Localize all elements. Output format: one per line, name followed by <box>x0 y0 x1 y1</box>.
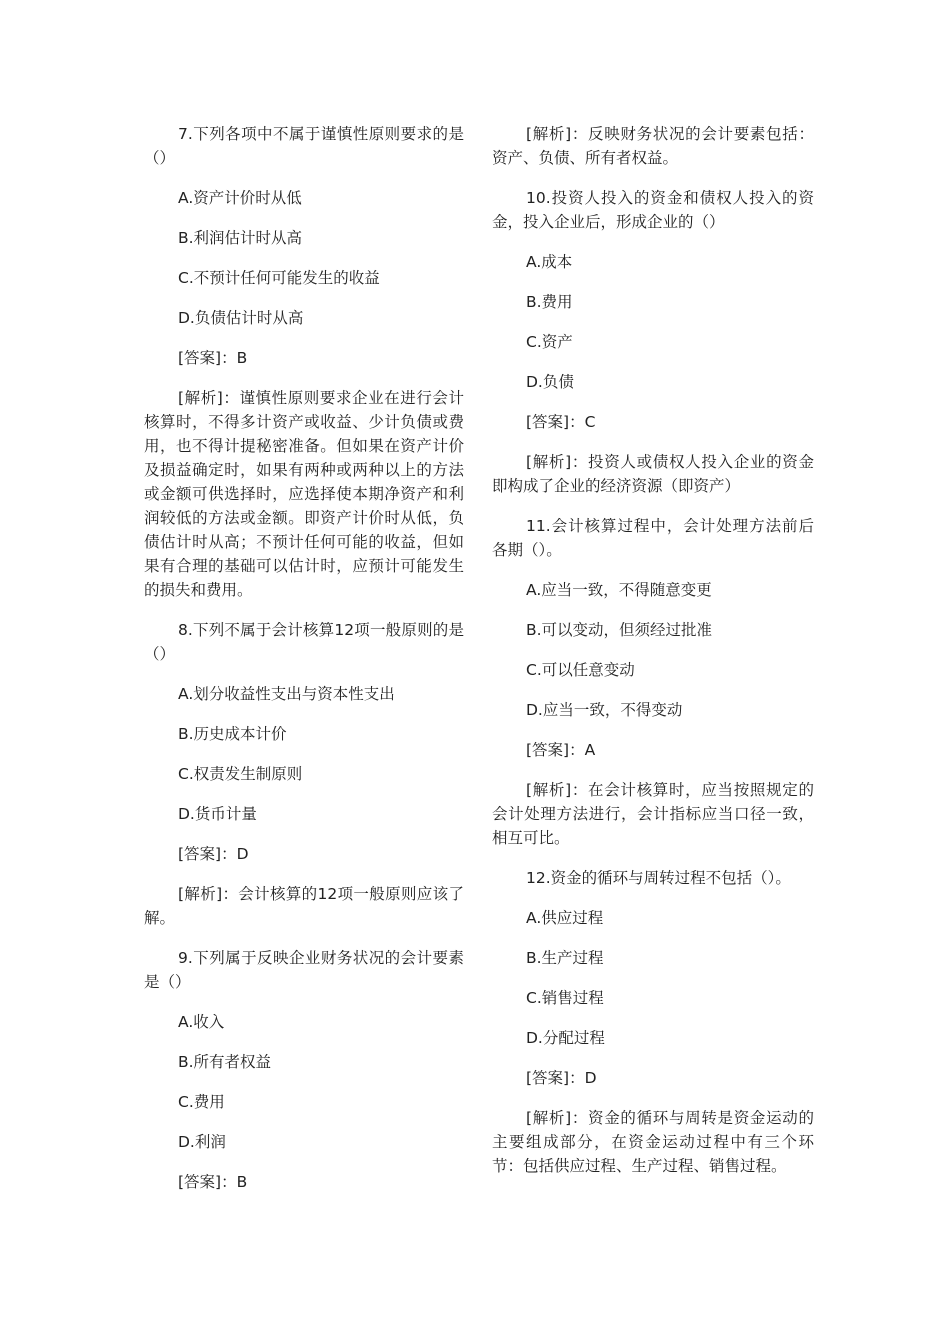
answer-line: [答案]：D <box>178 845 249 863</box>
left-column <box>144 122 464 1210</box>
question-paragraph: 8.下列不属于会计核算12项一般原则的是（） <box>144 621 464 663</box>
option-line: C.资产 <box>526 333 573 351</box>
option-line: B.可以变动，但须经过批准 <box>526 621 713 639</box>
question-paragraph: 7.下列各项中不属于谨慎性原则要求的是（） <box>144 125 464 167</box>
option-line: C.可以任意变动 <box>526 661 635 679</box>
explanation-paragraph: [解析]：反映财务状况的会计要素包括：资产、负债、所有者权益。 <box>492 125 814 167</box>
option-line: C.权责发生制原则 <box>178 765 303 783</box>
option-line: A.资产计价时从低 <box>178 189 302 207</box>
option-line: A.收入 <box>178 1013 225 1031</box>
explanation-paragraph: [解析]：会计核算的12项一般原则应该了解。 <box>144 885 464 927</box>
answer-line: [答案]：A <box>526 741 596 759</box>
option-line: D.分配过程 <box>526 1029 605 1047</box>
right-column <box>492 122 814 1194</box>
explanation-paragraph: [解析]：资金的循环与周转是资金运动的主要组成部分，在资金运动过程中有三个环节：包括供应过程、生产过程、销售过程。 <box>492 1109 814 1175</box>
option-line: B.历史成本计价 <box>178 725 287 743</box>
question-paragraph: 12.资金的循环与周转过程不包括（）。 <box>526 869 791 887</box>
option-line: B.所有者权益 <box>178 1053 272 1071</box>
option-line: C.费用 <box>178 1093 225 1111</box>
explanation-paragraph: [解析]：投资人或债权人投入企业的资金即构成了企业的经济资源（即资产） <box>492 453 814 495</box>
answer-line: [答案]：C <box>526 413 596 431</box>
question-paragraph: 11.会计核算过程中，会计处理方法前后各期（）。 <box>492 517 814 559</box>
option-line: D.应当一致，不得变动 <box>526 701 683 719</box>
option-line: B.利润估计时从高 <box>178 229 303 247</box>
question-paragraph: 10.投资人投入的资金和债权人投入的资金，投入企业后，形成企业的（） <box>492 189 814 231</box>
option-line: A.应当一致，不得随意变更 <box>526 581 712 599</box>
answer-line: [答案]：D <box>526 1069 597 1087</box>
option-line: B.费用 <box>526 293 573 311</box>
option-line: D.负债 <box>526 373 574 391</box>
option-line: D.货币计量 <box>178 805 257 823</box>
option-line: A.供应过程 <box>526 909 604 927</box>
option-line: C.不预计任何可能发生的收益 <box>178 269 380 287</box>
option-line: D.利润 <box>178 1133 226 1151</box>
option-line: D.负债估计时从高 <box>178 309 304 327</box>
explanation-paragraph: [解析]：在会计核算时，应当按照规定的会计处理方法进行，会计指标应当口径一致，相互可比。 <box>492 781 814 847</box>
question-paragraph: 9.下列属于反映企业财务状况的会计要素是（） <box>144 949 464 991</box>
option-line: A.成本 <box>526 253 573 271</box>
option-line: B.生产过程 <box>526 949 604 967</box>
answer-line: [答案]：B <box>178 349 248 367</box>
explanation-paragraph: [解析]：谨慎性原则要求企业在进行会计核算时，不得多计资产或收益、少计负债或费用，也不得计提秘密准备。但如果在资产计价及损益确定时，如果有两种或两种以上的方法或金额可供选择时，应选择使本期净资产和利润较低的方法或金额。即资产计价时从低，负债估计时从高；不预计任何可能的收益，但如果有合理的基础可以估计时，应预计可能发生的损失和费用。 <box>144 389 464 599</box>
answer-line: [答案]：B <box>178 1173 248 1191</box>
option-line: C.销售过程 <box>526 989 604 1007</box>
option-line: A.划分收益性支出与资本性支出 <box>178 685 395 703</box>
